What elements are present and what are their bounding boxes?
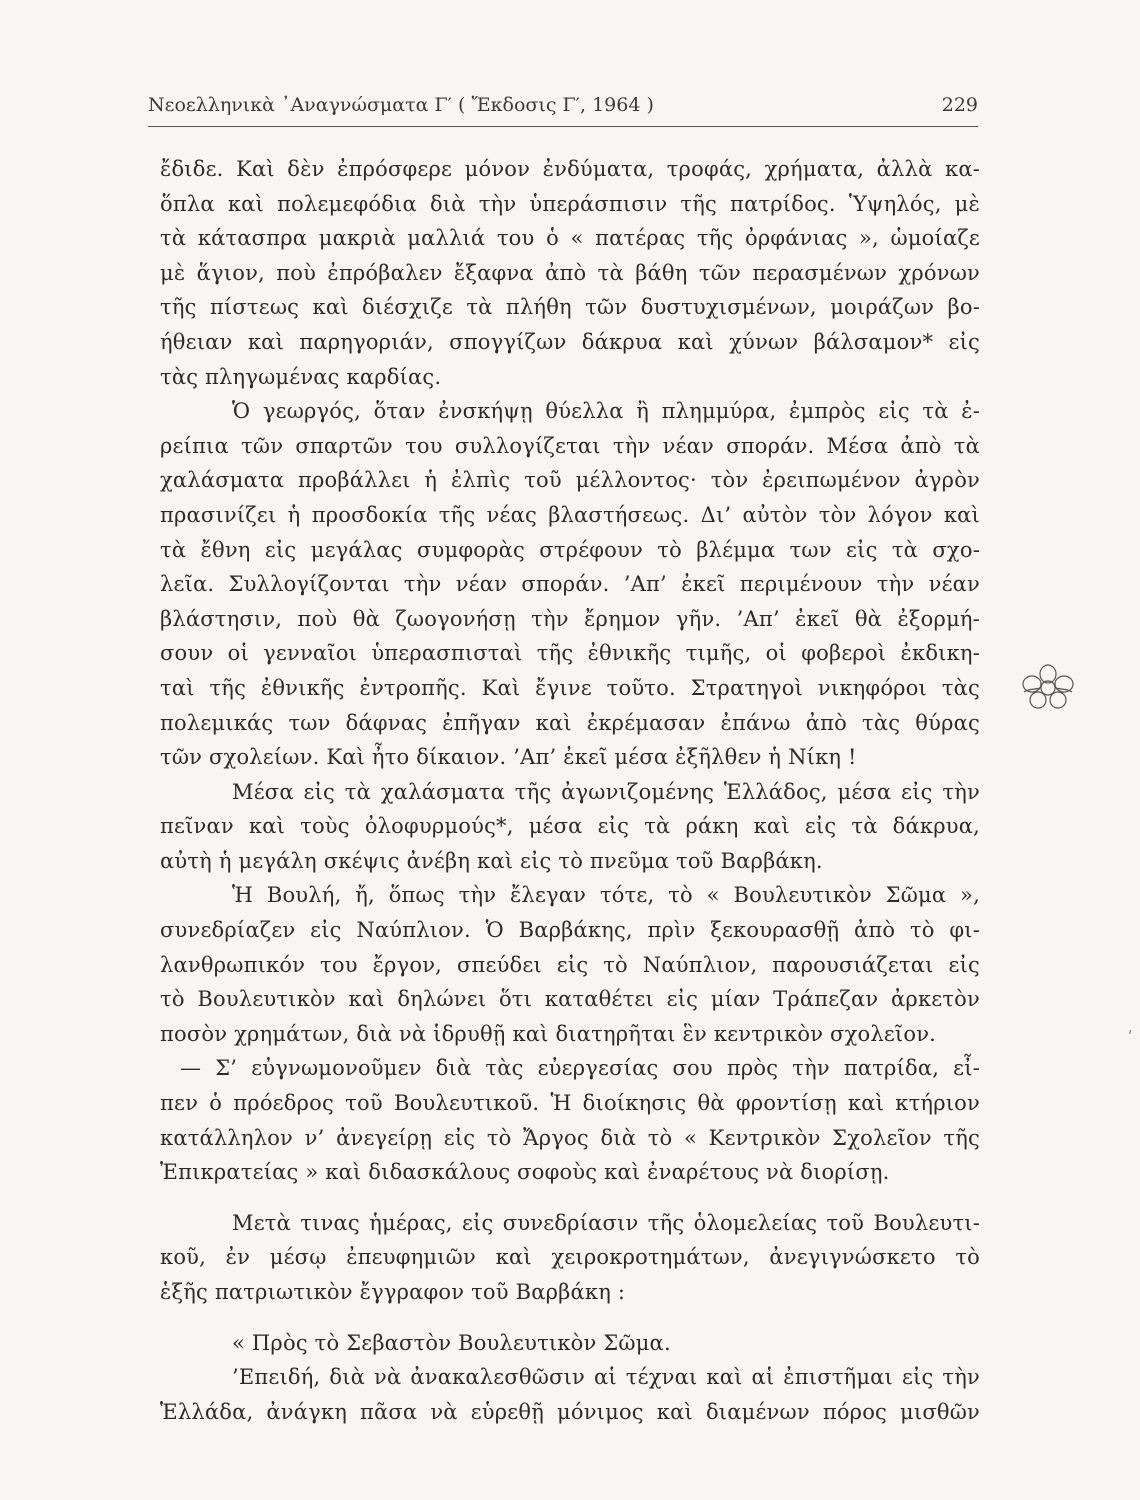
- margin-mark: ʹ: [1128, 1028, 1133, 1047]
- paragraph-gap: [160, 1310, 980, 1326]
- text-line: πολεμικάς των δάφνας ἐπῆγαν καὶ ἐκρέμασαν ἐπάνω ἀπὸ τὰς θύρας: [160, 710, 980, 735]
- text-line: πεῖναν καὶ τοὺς ὀλοφυρμούς*, μέσα εἰς τὰ ράκη καὶ εἰς τὰ δάκρυα,: [160, 814, 980, 839]
- header-rule: [148, 126, 978, 127]
- text-line: « Πρὸς τὸ Σεβαστὸν Βουλευτικὸν Σῶμα.: [232, 1330, 671, 1355]
- text-line: τῶν σχολείων. Καὶ ἦτο δίκαιον. ’Απ’ ἐκεῖ μέσα ἐξῆλθεν ἡ Νίκη !: [160, 745, 857, 770]
- text-line: ἔδιδε. Καὶ δὲν ἐπρόσφερε μόνον ἐνδύματα, τροφάς, χρήματα, ἀλλὰ κα-: [160, 157, 980, 181]
- text-line: λανθρωπικόν του ἔργον, σπεύδει εἰς τὸ Ναύπλιον, παρουσιάζεται εἰς: [160, 952, 980, 977]
- text-line: μὲ ἅγιον, ποὺ ἐπρόβαλεν ἔξαφνα ἀπὸ τὰ βάθη τῶν περασμένων χρόνων: [160, 260, 980, 285]
- text-line: ταὶ τῆς ἐθνικῆς ἐντροπῆς. Καὶ ἔγινε τοῦτο. Στρατηγοὶ νικηφόροι τὰς: [160, 675, 980, 700]
- text-line: σουν οἱ γενναῖοι ὑπερασπισταὶ τῆς ἐθνικῆς τιμῆς, οἱ φοβεροὶ ἐκδικη-: [160, 641, 980, 666]
- text-line: αὐτὴ ἡ μεγάλη σκέψις ἀνέβη καὶ εἰς τὸ πνεῦμα τοῦ Βαρβάκη.: [160, 848, 823, 873]
- text-line: τὰ ἔθνη εἰς μεγάλας συμφορὰς στρέφουν τὸ βλέμμα των εἰς τὰ σχο-: [160, 537, 980, 562]
- text-line: Ἡ Βουλή, ἤ, ὅπως τὴν ἔλεγαν τότε, τὸ « Βουλευτικὸν Σῶμα »,: [232, 883, 980, 908]
- text-line: λεῖα. Συλλογίζονται τὴν νέαν σποράν. ’Απ’ ἐκεῖ περιμένουν τὴν νέαν: [160, 572, 980, 597]
- text-line: κοῦ, ἐν μέσῳ ἐπευφημιῶν καὶ χειροκροτημάτων, ἀνεγιγνώσκετο τὸ: [160, 1245, 980, 1270]
- paragraph-gap: [160, 1190, 980, 1206]
- text-line: Ἑλλάδα, ἀνάγκη πᾶσα νὰ εὑρεθῇ μόνιμος καὶ διαμένων πόρος μισθῶν: [160, 1399, 980, 1424]
- flower-ornament-icon: [1020, 662, 1076, 712]
- text-line: ἑξῆς πατριωτικὸν ἔγγραφον τοῦ Βαρβάκη :: [160, 1280, 626, 1304]
- text-line: τὸ Βουλευτικὸν καὶ δηλώνει ὅτι καταθέτει εἰς μίαν Τράπεζαν ἀρκετὸν: [160, 987, 980, 1012]
- text-line: βλάστησιν, ποὺ θὰ ζωογονήσῃ τὴν ἔρημον γῆν. ’Απ’ ἐκεῖ θὰ ἐξορμή-: [160, 606, 980, 631]
- text-line: Μέσα εἰς τὰ χαλάσματα τῆς ἀγωνιζομένης Ἑλλάδος, μέσα εἰς τὴν: [232, 779, 980, 804]
- text-line: τῆς πίστεως καὶ διέσχιζε τὰ πλήθη τῶν δυστυχισμένων, μοιράζων βο-: [160, 295, 980, 320]
- text-line: τὰ κάτασπρα μακριὰ μαλλιά του ὁ « πατέρας τῆς ὀρφάνιας », ὡμοίαζε: [160, 226, 980, 251]
- running-header: [148, 88, 978, 128]
- text-line: Ὁ γεωργός, ὅταν ἐνσκήψῃ θύελλα ἢ πλημμύρα, ἐμπρὸς εἰς τὰ ἐ-: [232, 399, 980, 424]
- text-line: ρείπια τῶν σπαρτῶν του συλλογίζεται τὴν νέαν σποράν. Μέσα ἀπὸ τὰ: [160, 433, 980, 458]
- text-line: — Σ’ εὐγνωμονοῦμεν διὰ τὰς εὐεργεσίας σου πρὸς τὴν πατρίδα, εἶ-: [180, 1056, 980, 1081]
- text-line: ’Επειδή, διὰ νὰ ἀνακαλεσθῶσιν αἱ τέχναι καὶ αἱ ἐπιστῆμαι εἰς τὴν: [232, 1365, 980, 1390]
- text-line: ήθειαν καὶ παρηγοριάν, σπογγίζων δάκρυα καὶ χύνων βάλσαμον* εἰς: [160, 329, 980, 354]
- text-line: συνεδρίαζεν εἰς Ναύπλιον. Ὁ Βαρβάκης, πρὶν ξεκουρασθῇ ἀπὸ τὸ φι-: [160, 918, 980, 943]
- text-line: ποσὸν χρημάτων, διὰ νὰ ἱδρυθῇ καὶ διατηρῆται ἓν κεντρικὸν σχολεῖον.: [160, 1021, 937, 1046]
- text-line: Μετὰ τινας ἡμέρας, εἰς συνεδρίασιν τῆς ὁλομελείας τοῦ Βουλευτι-: [232, 1210, 980, 1235]
- header-title: Νεοελληνικὰ ᾿Αναγνώσματα Γ′ ( Ἔκδοσις Γ′, 1964 ): [148, 94, 654, 116]
- text-line: χαλάσματα προβάλλει ἡ ἐλπὶς τοῦ μέλλοντος· τὸν ἐρειπωμένον ἀγρὸν: [160, 468, 980, 493]
- page-number: 229: [941, 94, 978, 116]
- text-line: Ἐπικρατείας » καὶ διδασκάλους σοφοὺς καὶ ἐναρέτους νὰ διορίσῃ.: [160, 1160, 890, 1185]
- text-line: τὰς πληγωμένας καρδίας.: [160, 364, 442, 389]
- text-line: πεν ὁ πρόεδρος τοῦ Βουλευτικοῦ. Ἡ διοίκησις θὰ φροντίσῃ καὶ κτήριον: [160, 1091, 980, 1116]
- text-line: ὅπλα καὶ πολεμεφόδια διὰ τὴν ὑπεράσπισιν τῆς πατρίδος. Ὑψηλός, μὲ: [160, 191, 980, 216]
- text-line: πρασινίζει ἡ προσδοκία τῆς νέας βλαστήσεως. Δι’ αὐτὸν τὸν λόγον καὶ: [160, 502, 980, 527]
- body-text: [160, 152, 980, 1429]
- text-line: κατάλληλον ν’ ἀνεγείρῃ εἰς τὸ Ἄργος διὰ τὸ « Κεντρικὸν Σχολεῖον τῆς: [160, 1125, 980, 1150]
